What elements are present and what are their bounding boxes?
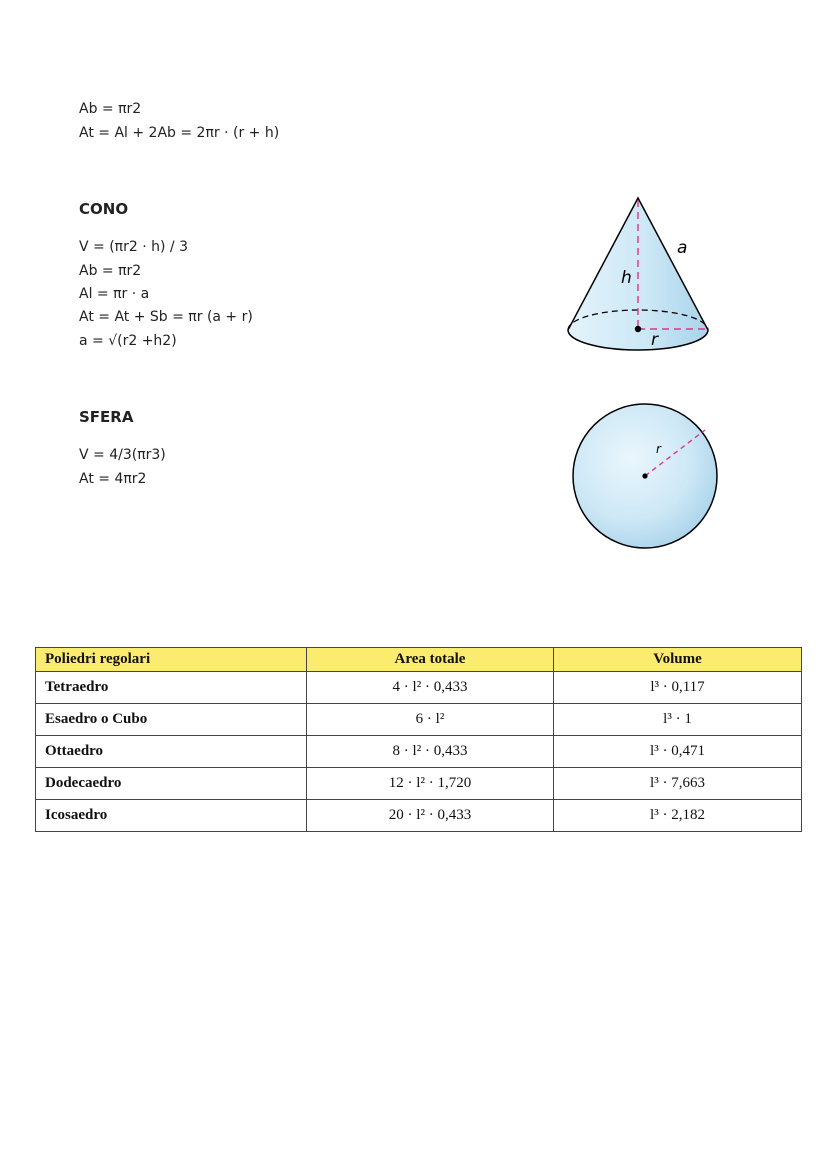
cell-area: 6 · l² [307,704,554,736]
cell-name: Tetraedro [36,672,307,704]
header-area: Area totale [307,648,554,672]
cell-volume: l³ · 2,182 [554,800,802,832]
cell-name: Dodecaedro [36,768,307,800]
cell-volume: l³ · 0,117 [554,672,802,704]
cell-area: 4 · l² · 0,433 [307,672,554,704]
cone-label-h: h [621,268,632,288]
cone-label-r: r [651,330,658,350]
cell-volume: l³ · 0,471 [554,736,802,768]
formula-at-cono: At = At + Sb = πr (a + r) [79,309,253,325]
cone-figure [560,190,720,360]
table-row [36,800,802,832]
cell-name: Icosaedro [36,800,307,832]
formula-ab-cilindro: Ab = πr2 [79,101,142,117]
cell-area: 12 · l² · 1,720 [307,768,554,800]
formula-at-sfera: At = 4πr2 [79,471,147,487]
table-row [36,704,802,736]
formula-a-cono: a = √(r2 +h2) [79,333,177,349]
cell-name: Esaedro o Cubo [36,704,307,736]
cell-area: 20 · l² · 0,433 [307,800,554,832]
sphere-center-dot [642,473,647,478]
table-header-row [36,648,802,672]
cell-volume: l³ · 7,663 [554,768,802,800]
formula-v-cono: V = (πr2 · h) / 3 [79,239,188,255]
cono-heading: CONO [79,200,129,218]
cone-label-a: a [677,238,688,258]
cone-center-dot [635,326,641,332]
cell-name: Ottaedro [36,736,307,768]
cell-volume: l³ · 1 [554,704,802,736]
header-volume: Volume [554,648,802,672]
formula-at-cilindro: At = Al + 2Ab = 2πr · (r + h) [79,125,280,141]
sfera-heading: SFERA [79,408,134,426]
table-row [36,736,802,768]
header-poliedri: Poliedri regolari [36,648,307,672]
sphere-figure [568,399,722,553]
sphere-label-r: r [656,442,661,456]
table-row [36,672,802,704]
formula-v-sfera: V = 4/3(πr3) [79,447,166,463]
formula-ab-cono: Ab = πr2 [79,263,142,279]
polyhedra-table [35,647,802,832]
cell-area: 8 · l² · 0,433 [307,736,554,768]
formula-al-cono: Al = πr · a [79,286,150,302]
table-row [36,768,802,800]
